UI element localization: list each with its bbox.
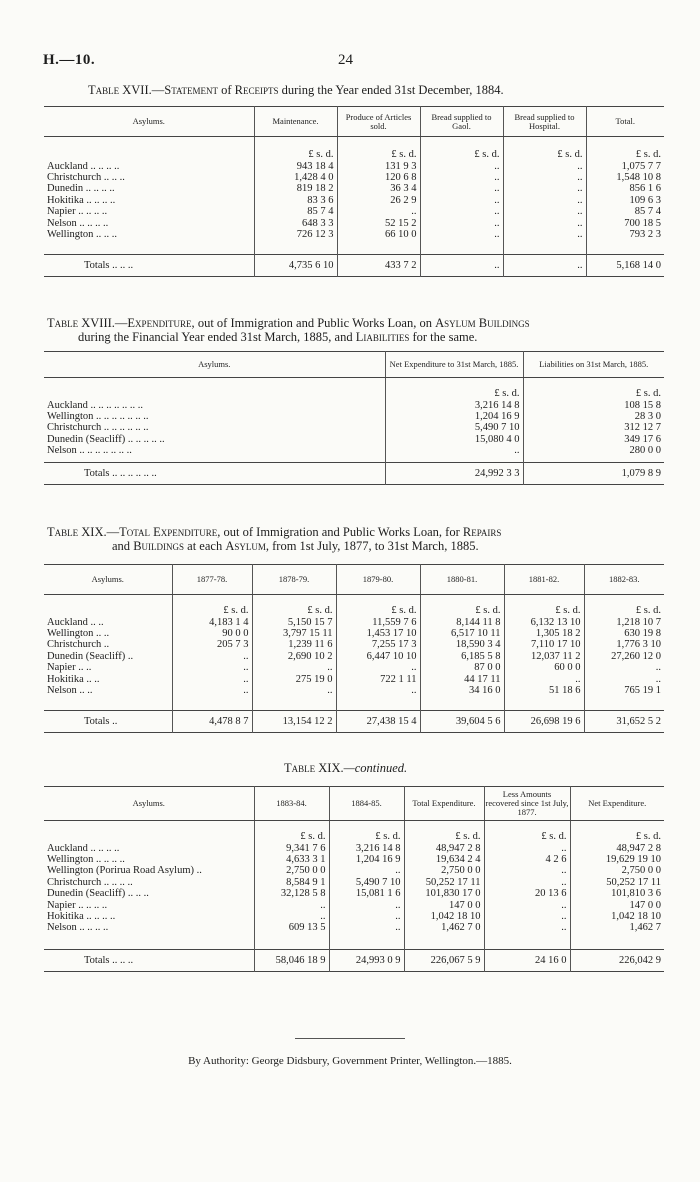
amount-cell: 19,634 2 4 [404,854,484,865]
table-row [44,911,664,922]
asylum-name: Dunedin (Seacliff) .. .. .. [44,888,254,899]
currency-units: £ s. d. [404,821,484,843]
currency-units: £ s. d. [504,595,584,617]
footer-rule [295,1038,405,1039]
amount-cell: .. [484,865,570,876]
amount-cell: 48,947 2 8 [404,843,484,854]
amount-cell: 205 7 3 [172,639,252,650]
column-header: Asylums. [44,352,385,378]
imprint-footer: By Authority: George Didsbury, Government Printer, Wellington.—1885. [188,1055,512,1067]
asylum-name: Wellington (Porirua Road Asylum) .. [44,865,254,876]
amount-cell: 5,150 15 7 [252,617,336,628]
column-header: Total. [586,107,664,137]
amount-cell: .. [329,922,404,933]
total-amount: 24 16 0 [484,950,570,972]
column-header: Net Expenditure to 31st March, 1885. [385,352,523,378]
asylum-name: Auckland .. .. .. .. .. .. .. [44,400,385,411]
total-amount: 31,652 5 2 [584,710,664,732]
currency-units: £ s. d. [635,388,661,400]
column-header: 1878-79. [252,565,336,595]
table-19-continued [44,786,664,972]
amount-cell: 4,633 3 1 [254,854,329,865]
amount-cell: .. [172,662,252,673]
asylum-name: Napier .. .. .. .. [44,206,254,217]
amount-cell: 4,183 1 4 [172,617,252,628]
total-amount: 226,067 5 9 [404,950,484,972]
asylum-name: Christchurch .. .. .. [44,172,254,183]
amount-cell: 726 12 3 [254,229,337,240]
totals-label: Totals .. .. .. [44,254,254,276]
table-19-continued-title: Table XIX.—continued. [284,761,408,775]
amount-cell: 66 10 0 [337,229,420,240]
amount-cell: .. [503,172,586,183]
amount-cell: 131 9 3 [337,161,420,172]
column-header: 1884-85. [329,787,404,821]
amount-cell: .. [503,206,586,217]
currency-units [44,378,385,400]
column-header: Produce of Articles sold. [337,107,420,137]
currency-units: £ s. d. [254,821,329,843]
table-row [44,206,664,217]
asylum-name: Wellington .. .. .. .. [44,854,254,865]
amount-cell: 722 1 11 [336,674,420,685]
asylum-name: Nelson .. .. .. .. .. .. .. [44,445,385,456]
amount-cell: 34 16 0 [420,685,504,696]
amount-cell: 6,132 13 10 [504,617,584,628]
table-18-expenditure [44,351,664,485]
asylum-name: Nelson .. .. .. .. [44,218,254,229]
total-amount: 226,042 9 [570,950,664,972]
table-row [44,877,664,888]
currency-units: £ s. d. [329,821,404,843]
asylum-name: Napier .. .. [44,662,172,673]
table-row [44,865,664,876]
amount-cell: 765 19 1 [624,684,661,696]
column-header: 1879-80. [336,565,420,595]
table-17-receipts [44,106,664,277]
amount-cell: 3,216 14 8 [385,400,523,411]
page-number: 24 [338,52,353,68]
asylum-name: Dunedin (Seacliff) .. .. .. .. .. [44,434,385,445]
amount-cell: .. [420,218,503,229]
totals-label: Totals .. .. .. [44,950,254,972]
amount-cell: 11,559 7 6 [336,617,420,628]
amount-cell: 5,490 7 10 [385,422,523,433]
amount-cell: 700 18 5 [624,217,661,229]
column-header: Liabilities on 31st March, 1885. [523,352,664,378]
column-header: 1883-84. [254,787,329,821]
table-row [44,651,664,662]
amount-cell: .. [503,195,586,206]
amount-cell: 349 17 6 [624,433,661,445]
amount-cell: 6,185 5 8 [420,651,504,662]
column-header: Net Expenditure. [570,787,664,821]
totals-row [44,254,664,276]
table-row [44,161,664,172]
asylum-name: Auckland .. .. .. .. [44,843,254,854]
table-row [44,854,664,865]
amount-cell: .. [337,206,420,217]
amount-cell: 44 17 11 [420,674,504,685]
amount-cell: .. [254,911,329,922]
total-amount: 26,698 19 6 [504,710,584,732]
amount-cell: 87 0 0 [420,662,504,673]
amount-cell: .. [420,183,503,194]
table-row [44,195,664,206]
total-amount: 5,168 14 0 [586,254,664,276]
amount-cell: 1,218 10 7 [616,616,661,628]
table-row [44,674,664,685]
amount-cell: .. [420,161,503,172]
amount-cell: 275 19 0 [252,674,336,685]
column-header: Asylums. [44,107,254,137]
table-row [44,218,664,229]
amount-cell: 20 13 6 [484,888,570,899]
table-row [44,843,664,854]
amount-cell: 60 0 0 [504,662,584,673]
totals-label: Totals .. [44,710,172,732]
currency-units [44,595,172,617]
amount-cell: 1,305 18 2 [504,628,584,639]
amount-cell: 147 0 0 [404,900,484,911]
amount-cell: 32,128 5 8 [254,888,329,899]
amount-cell: 1,042 18 10 [611,910,661,922]
amount-cell: 1,428 4 0 [254,172,337,183]
amount-cell: 50,252 17 11 [606,876,661,888]
amount-cell: 819 18 2 [254,183,337,194]
table-19-title: Table XIX.—Total Expenditure, out of Immigration and Public Works Loan, for Repairs [47,525,502,539]
amount-cell: .. [172,651,252,662]
table-row [44,685,664,696]
amount-cell: 2,690 10 2 [252,651,336,662]
currency-units: £ s. d. [503,137,586,161]
currency-units: £ s. d. [484,821,570,843]
currency-units: £ s. d. [172,595,252,617]
asylum-name: Auckland .. .. [44,617,172,628]
amount-cell: 1,548 10 8 [616,171,661,183]
amount-cell: 9,341 7 6 [254,843,329,854]
total-amount: 4,735 6 10 [254,254,337,276]
amount-cell: 648 3 3 [254,218,337,229]
amount-cell: 1,462 7 0 [404,922,484,933]
amount-cell: .. [336,662,420,673]
document-code: H.—10. [43,52,96,68]
amount-cell: 2,750 0 0 [621,865,661,877]
column-header: 1880-81. [420,565,504,595]
amount-cell: 12,037 11 2 [504,651,584,662]
column-header: Less Amounts recovered since 1st July, 1877. [484,787,570,821]
asylum-name: Wellington .. .. .. .. .. .. .. [44,411,385,422]
total-amount: 58,046 18 9 [254,950,329,972]
currency-units [44,821,254,843]
asylum-name: Christchurch .. .. .. .. .. .. [44,422,385,433]
currency-units: £ s. d. [635,149,661,161]
asylum-name: Christchurch .. .. .. .. [44,877,254,888]
table-18-title: Table XVIII.—Expenditure, out of Immigration and Public Works Loan, on Asylum Buildings [47,316,530,330]
amount-cell: .. [172,674,252,685]
currency-units: £ s. d. [420,595,504,617]
column-header: Maintenance. [254,107,337,137]
amount-cell: .. [420,195,503,206]
amount-cell: 609 13 5 [254,922,329,933]
table-row [44,229,664,240]
amount-cell: 101,810 3 6 [611,888,661,900]
total-amount: 433 7 2 [337,254,420,276]
currency-units: £ s. d. [635,831,661,843]
amount-cell: .. [336,685,420,696]
total-amount: 24,992 3 3 [385,463,523,485]
amount-cell: 6,447 10 10 [336,651,420,662]
table-row [44,411,664,422]
table-row [44,639,664,650]
amount-cell: .. [329,865,404,876]
amount-cell: .. [329,900,404,911]
currency-units: £ s. d. [420,137,503,161]
column-header: Asylums. [44,787,254,821]
amount-cell: 36 3 4 [337,183,420,194]
table-row [44,434,664,445]
column-header: 1881-82. [504,565,584,595]
amount-cell: 1,042 18 10 [404,911,484,922]
amount-cell: 312 12 7 [624,422,661,434]
total-amount: 39,604 5 6 [420,710,504,732]
amount-cell: 52 15 2 [337,218,420,229]
amount-cell: .. [484,877,570,888]
amount-cell: 101,830 17 0 [404,888,484,899]
amount-cell: .. [484,911,570,922]
amount-cell: 8,144 11 8 [420,617,504,628]
amount-cell: .. [484,922,570,933]
amount-cell: .. [484,843,570,854]
column-header: Asylums. [44,565,172,595]
asylum-name: Nelson .. .. .. .. [44,922,254,933]
amount-cell: 5,490 7 10 [329,877,404,888]
amount-cell: 793 2 3 [629,228,661,240]
asylum-name: Hokitika .. .. [44,674,172,685]
asylum-name: Wellington .. .. .. [44,229,254,240]
amount-cell: .. [503,183,586,194]
amount-cell: .. [252,662,336,673]
amount-cell: 1,204 16 9 [329,854,404,865]
asylum-name: Hokitika .. .. .. .. [44,195,254,206]
amount-cell: 83 3 6 [254,195,337,206]
table-row [44,172,664,183]
amount-cell: 18,590 3 4 [420,639,504,650]
currency-units: £ s. d. [336,595,420,617]
asylum-name: Hokitika .. .. .. .. [44,911,254,922]
amount-cell: 7,110 17 10 [504,639,584,650]
amount-cell: 27,260 12 0 [611,650,661,662]
amount-cell: 28 3 0 [634,410,661,422]
currency-units: £ s. d. [252,595,336,617]
amount-cell: .. [385,445,523,456]
total-amount: .. [420,254,503,276]
amount-cell: .. [655,673,661,685]
amount-cell: 280 0 0 [629,445,661,457]
amount-cell: 1,462 7 [629,922,661,934]
table-row [44,400,664,411]
amount-cell: 147 0 0 [629,899,661,911]
amount-cell: .. [484,900,570,911]
table-row [44,628,664,639]
amount-cell: 51 18 6 [504,685,584,696]
amount-cell: 85 7 4 [634,206,661,218]
amount-cell: 85 7 4 [254,206,337,217]
total-amount: 1,079 8 9 [523,463,664,485]
amount-cell: 1,075 7 7 [621,160,661,172]
amount-cell: 19,629 19 10 [605,853,661,865]
column-header: Total Expenditure. [404,787,484,821]
asylum-name: Dunedin .. .. .. .. [44,183,254,194]
currency-units: £ s. d. [385,378,523,400]
amount-cell: 2,750 0 0 [254,865,329,876]
amount-cell: 15,080 4 0 [385,434,523,445]
amount-cell: 630 19 8 [624,627,661,639]
table-19-total-expenditure [44,564,664,733]
amount-cell: 15,081 1 6 [329,888,404,899]
asylum-name: Dunedin (Seacliff) .. [44,651,172,662]
amount-cell: 2,750 0 0 [404,865,484,876]
currency-units: £ s. d. [337,137,420,161]
amount-cell: 90 0 0 [172,628,252,639]
table-17-title: Table XVII.—Statement of Receipts during the Year ended 31st December, 1884. [88,83,504,97]
amount-cell: 1,204 16 9 [385,411,523,422]
total-amount: 24,993 0 9 [329,950,404,972]
total-amount: 27,438 15 4 [336,710,420,732]
totals-row [44,710,664,732]
currency-units: £ s. d. [254,137,337,161]
table-row [44,445,664,456]
column-header: Bread supplied to Hospital. [503,107,586,137]
amount-cell: 8,584 9 1 [254,877,329,888]
total-amount: .. [503,254,586,276]
amount-cell: .. [504,674,584,685]
amount-cell: 109 6 3 [629,194,661,206]
amount-cell: 7,255 17 3 [336,639,420,650]
totals-row [44,463,664,485]
table-row [44,900,664,911]
table-row [44,183,664,194]
table-18-title-line2: during the Financial Year ended 31st March, 1885, and Liabilities for the same. [78,330,478,344]
amount-cell: .. [329,911,404,922]
amount-cell: .. [172,685,252,696]
amount-cell: 48,947 2 8 [616,842,661,854]
asylum-name: Napier .. .. .. .. [44,900,254,911]
totals-label: Totals .. .. .. .. .. .. [44,463,385,485]
amount-cell: 120 6 8 [337,172,420,183]
amount-cell: 6,517 10 11 [420,628,504,639]
amount-cell: 1,453 17 10 [336,628,420,639]
table-row [44,617,664,628]
asylum-name: Wellington .. .. [44,628,172,639]
column-header: 1882-83. [584,565,664,595]
asylum-name: Nelson .. .. [44,685,172,696]
amount-cell: .. [503,229,586,240]
table-row [44,922,664,933]
amount-cell: .. [503,161,586,172]
amount-cell: .. [254,900,329,911]
table-row [44,888,664,899]
totals-row [44,950,664,972]
amount-cell: 50,252 17 11 [404,877,484,888]
amount-cell: 3,797 15 11 [252,628,336,639]
total-amount: 13,154 12 2 [252,710,336,732]
total-amount: 4,478 8 7 [172,710,252,732]
amount-cell: 943 18 4 [254,161,337,172]
amount-cell: 26 2 9 [337,195,420,206]
currency-units [44,137,254,161]
amount-cell: .. [420,229,503,240]
amount-cell: 1,776 3 10 [616,639,661,651]
column-header: Bread supplied to Gaol. [420,107,503,137]
asylum-name: Auckland .. .. .. .. [44,161,254,172]
table-row [44,422,664,433]
table-19-title-line2: and Buildings at each Asylum, from 1st July, 1877, to 31st March, 1885. [112,539,479,553]
amount-cell: .. [655,662,661,674]
amount-cell: 1,239 11 6 [252,639,336,650]
table-row [44,662,664,673]
column-header: 1877-78. [172,565,252,595]
amount-cell: 856 1 6 [629,183,661,195]
currency-units: £ s. d. [635,605,661,617]
amount-cell: .. [252,685,336,696]
amount-cell: .. [503,218,586,229]
amount-cell: .. [420,206,503,217]
amount-cell: .. [420,172,503,183]
asylum-name: Christchurch .. [44,639,172,650]
amount-cell: 3,216 14 8 [329,843,404,854]
amount-cell: 4 2 6 [484,854,570,865]
amount-cell: 108 15 8 [624,399,661,411]
